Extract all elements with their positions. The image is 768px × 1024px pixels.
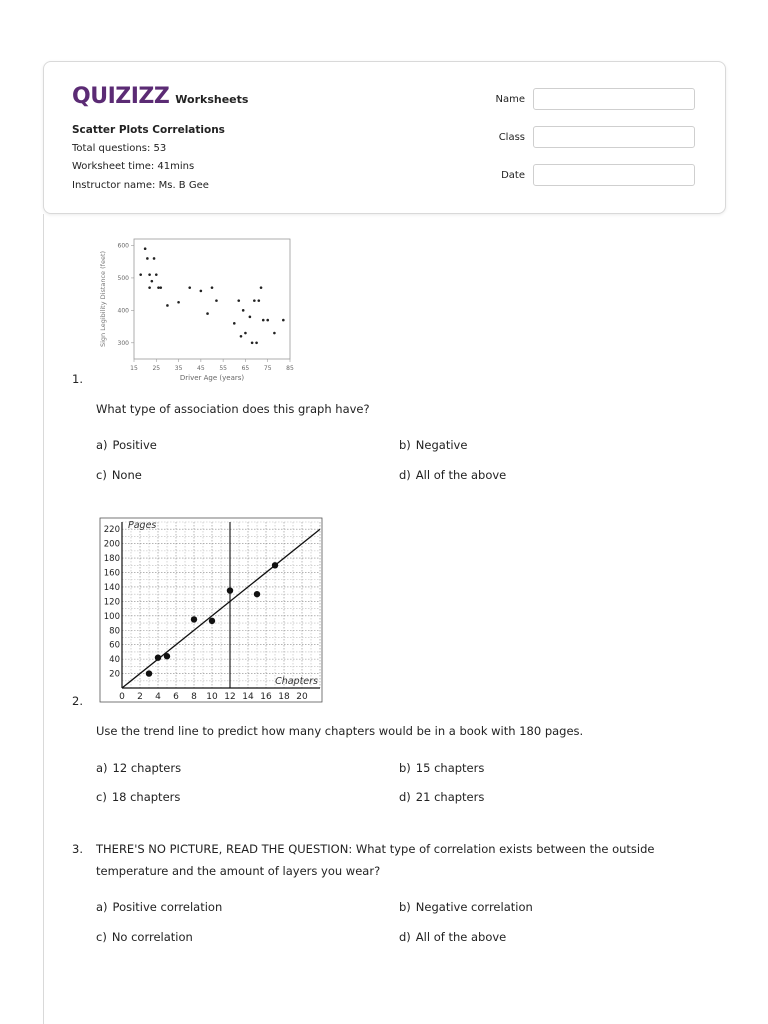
page-left-border (43, 214, 44, 1024)
y-tick-label: 60 (109, 640, 120, 651)
y-tick-label: 100 (103, 611, 120, 622)
option-text: Positive (112, 438, 157, 452)
y-tick-label: 200 (103, 539, 120, 550)
brand-subtitle: Worksheets (175, 93, 249, 106)
x-tick-label: 18 (278, 692, 290, 702)
x-tick-label: 2 (137, 692, 143, 702)
question-2-option-c[interactable] (96, 790, 180, 804)
data-point (148, 286, 151, 289)
date-label: Date (501, 169, 525, 181)
data-point (177, 301, 180, 304)
y-axis-label: Pages (128, 520, 157, 531)
x-tick-label: 75 (263, 365, 272, 372)
worksheet-time: Worksheet time: 41mins (72, 161, 195, 172)
option-text: All of the above (415, 930, 507, 944)
option-letter: c) (96, 930, 107, 944)
data-point (148, 273, 151, 276)
question-2-option-a[interactable] (96, 761, 181, 775)
option-letter: a) (96, 761, 108, 775)
option-letter: b) (399, 761, 411, 775)
y-tick-label: 400 (117, 307, 129, 315)
x-axis-label: Chapters (275, 676, 318, 687)
data-point (200, 290, 203, 293)
scatter-chart-chapters-pages (96, 514, 326, 704)
data-point (146, 257, 149, 260)
data-point (157, 286, 160, 289)
y-tick-label: 20 (109, 669, 120, 680)
option-text: 21 chapters (415, 790, 485, 804)
option-letter: c) (96, 468, 107, 482)
y-tick-label: 600 (117, 242, 129, 250)
question-2-text: Use the trend line to predict how many chapters would be in a book with 180 pages. (96, 724, 584, 738)
x-tick-label: 14 (242, 692, 254, 702)
option-letter: d) (399, 930, 411, 944)
x-axis-label: Driver Age (years) (179, 374, 245, 382)
x-tick-label: 0 (119, 692, 125, 702)
data-point (159, 286, 162, 289)
class-field-row (470, 126, 696, 148)
x-tick-label: 45 (197, 365, 205, 372)
option-letter: d) (399, 790, 411, 804)
data-point (155, 273, 158, 276)
question-3-number: 3. (72, 842, 83, 856)
question-3-option-a[interactable] (96, 900, 222, 914)
data-point (211, 286, 214, 289)
option-text: All of the above (415, 468, 507, 482)
data-point (227, 587, 233, 593)
x-tick-label: 4 (155, 692, 161, 702)
question-1-option-b[interactable] (399, 438, 467, 452)
question-2-option-b[interactable] (399, 761, 484, 775)
data-point (253, 299, 256, 302)
x-tick-label: 65 (241, 365, 250, 372)
y-tick-label: 120 (103, 597, 120, 608)
data-point (206, 312, 209, 315)
x-tick-label: 8 (191, 692, 197, 702)
name-field-row (470, 88, 696, 110)
y-axis-label: Sign Legibility Distance (feet) (99, 250, 107, 348)
x-tick-label: 16 (260, 692, 272, 702)
option-text: 12 chapters (112, 761, 182, 775)
data-point (260, 286, 263, 289)
date-input[interactable] (533, 164, 695, 186)
option-text: 18 chapters (111, 790, 181, 804)
data-point (262, 319, 265, 322)
data-point (164, 653, 170, 659)
data-point (242, 309, 245, 312)
data-point (209, 618, 215, 624)
x-tick-label: 35 (174, 365, 183, 372)
scatter-chart-driver-age (96, 234, 296, 384)
data-point (144, 247, 147, 250)
question-1-option-c[interactable] (96, 468, 142, 482)
y-tick-label: 220 (103, 525, 120, 536)
option-text: 15 chapters (415, 761, 485, 775)
data-point (215, 299, 218, 302)
question-3-option-c[interactable] (96, 930, 193, 944)
data-point (266, 319, 269, 322)
name-label: Name (495, 93, 525, 105)
option-text: Negative correlation (415, 900, 533, 914)
x-tick-label: 6 (173, 692, 179, 702)
option-text: No correlation (111, 930, 193, 944)
worksheet-meta (72, 121, 225, 195)
question-2-option-d[interactable] (399, 790, 484, 804)
question-1-option-a[interactable] (96, 438, 157, 452)
x-tick-label: 85 (286, 365, 294, 372)
class-label: Class (498, 131, 525, 143)
data-point (273, 332, 276, 335)
data-point (191, 616, 197, 622)
name-input[interactable] (533, 88, 695, 110)
option-text: Negative (415, 438, 468, 452)
data-point (255, 341, 258, 344)
question-1-option-d[interactable] (399, 468, 506, 482)
option-letter: b) (399, 900, 411, 914)
data-point (153, 257, 156, 260)
y-tick-label: 140 (103, 582, 120, 593)
data-point (155, 654, 161, 660)
option-text: Positive correlation (112, 900, 223, 914)
data-point (166, 304, 169, 307)
y-tick-label: 180 (103, 554, 120, 565)
y-tick-label: 80 (109, 626, 120, 637)
data-point (139, 273, 142, 276)
data-point (282, 319, 285, 322)
data-point (151, 280, 154, 283)
question-1-text: What type of association does this graph have? (96, 402, 370, 416)
x-tick-label: 10 (206, 692, 218, 702)
date-field-row (470, 164, 696, 186)
question-2-number: 2. (72, 694, 83, 708)
x-tick-label: 25 (152, 365, 161, 372)
data-point (258, 299, 261, 302)
option-letter: c) (96, 790, 107, 804)
worksheet-title: Scatter Plots Correlations (72, 124, 225, 136)
question-3-text: THERE'S NO PICTURE, READ THE QUESTION: What type of correlation exists between the outside temperature and the amount of layers you wear? (96, 842, 655, 878)
data-point (188, 286, 191, 289)
quizizz-logo[interactable]: QUIZIZZ (72, 84, 170, 109)
y-tick-label: 300 (117, 339, 129, 347)
chart-frame (100, 518, 322, 702)
total-questions: Total questions: 53 (72, 142, 167, 154)
data-point (251, 341, 254, 344)
class-input[interactable] (533, 126, 695, 148)
data-point (146, 670, 152, 676)
data-point (237, 299, 240, 302)
x-tick-label: 20 (296, 692, 308, 702)
y-tick-label: 40 (109, 655, 120, 666)
data-point (233, 322, 236, 325)
question-3-option-b[interactable] (399, 900, 533, 914)
brand (72, 84, 248, 109)
data-point (254, 591, 260, 597)
option-letter: a) (96, 438, 108, 452)
question-3-option-d[interactable] (399, 930, 506, 944)
data-point (249, 316, 252, 319)
option-text: None (111, 468, 142, 482)
y-tick-label: 160 (103, 568, 120, 579)
question-1-number: 1. (72, 372, 83, 386)
x-tick-label: 15 (130, 365, 138, 372)
y-tick-label: 500 (117, 274, 129, 282)
option-letter: b) (399, 438, 411, 452)
option-letter: a) (96, 900, 108, 914)
x-tick-label: 12 (224, 692, 236, 702)
data-point (244, 332, 247, 335)
option-letter: d) (399, 468, 411, 482)
data-point (240, 335, 243, 338)
plot-frame (134, 239, 290, 359)
x-tick-label: 55 (219, 365, 227, 372)
instructor-name: Instructor name: Ms. B Gee (72, 179, 209, 191)
data-point (272, 562, 278, 568)
